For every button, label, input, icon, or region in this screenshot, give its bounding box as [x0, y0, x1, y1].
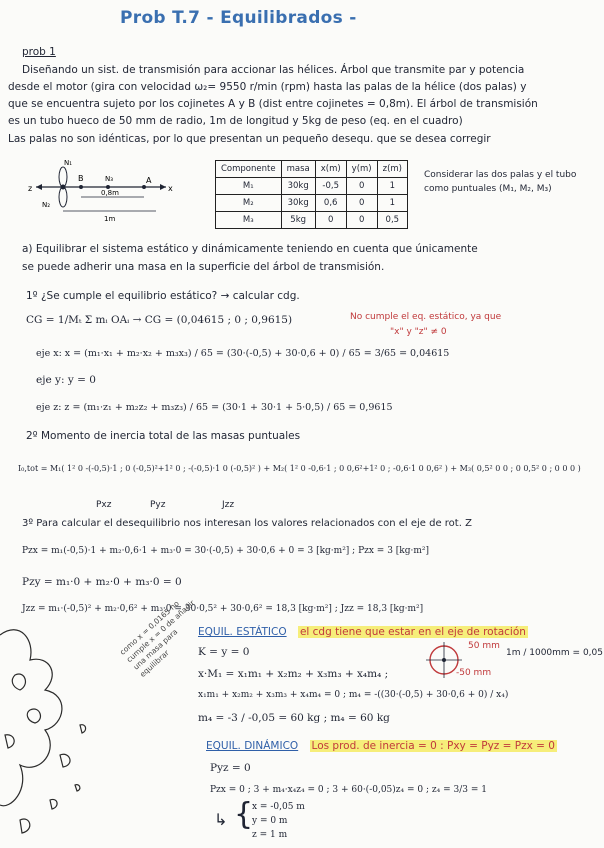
- circle-note-1: 50 mm: [468, 641, 500, 651]
- equil-dinamico-line-1: Pyz = 0: [210, 762, 251, 774]
- pzx-eq: Pzx = m₁(-0,5)·1 + m₂·0,6·1 + m₃·0 = 30·(-0,5) + 30·0,6 + 0 = 3 [kg·m²] ; Pzx = 3 [kg·m²]: [22, 546, 430, 556]
- equil-estatico-heading: EQUIL. ESTÁTICO: [198, 626, 287, 638]
- side-note: Considerar las dos palas y el tubo como puntuales (M₁, M₂, M₃): [424, 170, 577, 194]
- diagram-08-label: 0,8m: [101, 189, 119, 197]
- diagram-1m-label: 1m: [104, 215, 116, 223]
- table-row: [216, 212, 408, 229]
- eje-z-eq: eje z: z = (m₁·z₁ + m₂z₂ + m₃z₃) / 65 = (30·1 + 30·1 + 5·0,5) / 65 = 0,9615: [36, 402, 393, 413]
- table-cell: M₁: [216, 178, 282, 195]
- question-3: 3º Para calcular el desequilibrio nos interesan los valores relacionados con el eje de rot. Z: [22, 518, 472, 529]
- intro-line-4: [8, 115, 463, 127]
- table-row: [216, 195, 408, 212]
- equil-estatico-note: el cdg tiene que estar en el eje de rotación: [299, 626, 526, 638]
- solution-x: x = -0,05 m: [252, 802, 305, 812]
- table-cell: 0,6: [315, 195, 346, 212]
- intro-line-3: que se encuentra sujeto por los cojinetes A y B (dist entre cojinetes = 0,8m). El árbol de transmisión: [8, 98, 538, 110]
- cg-note-2: "x" y "z" ≠ 0: [390, 327, 447, 337]
- table-cell: 0: [315, 212, 346, 229]
- jzz-eq: Jzz = m₁·(-0,5)² + m₂·0,6² + m₃·0 = 30·0,5² + 30·0,6² = 18,3 [kg·m²] ; Jzz = 18,3 [kg·m²]: [22, 604, 424, 614]
- table-header: Componente: [216, 161, 282, 178]
- solution-z: z = 1 m: [252, 830, 288, 840]
- diagram-b-label: B: [78, 174, 84, 183]
- table-cell: 30kg: [281, 178, 315, 195]
- inertia-matrix: [18, 462, 593, 476]
- inertia-label-pxz: Pxz: [96, 500, 112, 510]
- equil-dinamico-section: [206, 740, 557, 752]
- table-cell: 1: [377, 178, 407, 195]
- table-cell: M₃: [216, 212, 282, 229]
- equil-estatico-line-1: K = y = 0: [198, 646, 250, 658]
- cg-note-1: No cumple el eq. estático, ya que: [350, 312, 502, 322]
- table-cell: 5kg: [281, 212, 315, 229]
- part-a-line-2: se puede adherir una masa en la superficie del árbol de transmisión.: [22, 261, 385, 273]
- table-cell: -0,5: [315, 178, 346, 195]
- solution-brace: {: [234, 797, 254, 832]
- diagram-z-label: z: [28, 184, 33, 193]
- table-cell: 30kg: [281, 195, 315, 212]
- table-cell: M₂: [216, 195, 282, 212]
- table-header: y(m): [346, 161, 377, 178]
- circle-note-3: -50 mm: [456, 668, 492, 678]
- table-header: masa: [281, 161, 315, 178]
- inertia-label-pyz: Pyz: [150, 500, 166, 510]
- intro-line-5: Las palas no son idénticas, por lo que presentan un pequeño desequ. que se desea corregir: [8, 133, 491, 145]
- equil-dinamico-heading: EQUIL. DINÁMICO: [206, 740, 299, 752]
- table-cell: 0: [346, 178, 377, 195]
- intro-line-1: Diseñando un sist. de transmisión para accionar las hélices. Árbol que transmite par y potencia: [22, 64, 525, 76]
- rotated-side-note: como x = 0,0165 no cumple x = 0 de añadir una masa para equilibrar: [118, 598, 197, 679]
- table-header-row: [216, 161, 408, 178]
- diagram-n1-label: N₁: [64, 159, 73, 167]
- part-a-line-1: a) Equilibrar el sistema estático y dinámicamente teniendo en cuenta que únicamente: [22, 243, 478, 255]
- intro-line-4-text: es un tubo hueco de 50 mm de radio, 1m de longitud y 5kg de peso (eq. en el cuadro): [8, 115, 463, 127]
- circle-note-2: 1m / 1000mm = 0,05: [506, 648, 603, 658]
- diagram-n2-label: N₂: [42, 201, 51, 209]
- pzy-eq: Pzy = m₁·0 + m₂·0 + m₃·0 = 0: [22, 576, 182, 588]
- diagram-n3-label: N₃: [105, 175, 114, 183]
- table-row: [216, 178, 408, 195]
- question-1: 1º ¿Se cumple el equilibrio estático? → calcular cdg.: [26, 290, 300, 302]
- table-cell: 0,5: [377, 212, 407, 229]
- page-title: Prob T.7 - Equilibrados -: [120, 8, 357, 28]
- equil-estatico-line-3: x₁m₁ + x₂m₂ + x₃m₃ + x₄m₄ = 0 ; m₄ = -((30·(-0,5) + 30·0,6 + 0) / x₄): [198, 690, 509, 700]
- table-cell: 0: [346, 212, 377, 229]
- eje-y-eq: eje y: y = 0: [36, 374, 96, 386]
- equil-estatico-section: [198, 626, 528, 638]
- equil-dinamico-line-2: Pzx = 0 ; 3 + m₄·x₄z₄ = 0 ; 3 + 60·(-0,05)z₄ = 0 ; z₄ = 3/3 = 1: [210, 785, 487, 795]
- diagram-a-label: A: [146, 176, 152, 185]
- inertia-label-jzz: Jzz: [222, 500, 235, 510]
- equil-estatico-line-2: x·M₁ = x₁m₁ + x₂m₂ + x₃m₃ + x₄m₄ ;: [198, 668, 389, 680]
- table-header: z(m): [377, 161, 407, 178]
- cg-formula: CG = 1/Mₜ Σ mᵢ OAᵢ → CG = (0,04615 ; 0 ; 0,9615): [26, 314, 293, 326]
- table-header: x(m): [315, 161, 346, 178]
- inertia-matrix-text: I₀,tot = M₁( 1² 0 -(-0,5)·1 ; 0 (-0,5)²+1² 0 ; -(-0,5)·1 0 (-0,5)² ) + M₂( 1² 0 -0,6·1 ; 0 0,6²+1² 0 ; -0,6·1 0 0,6² ) + M₃( 0,5² 0 0 ; 0 0,5² 0 ; 0 0 0 ): [18, 464, 581, 473]
- solution-y: y = 0 m: [252, 816, 288, 826]
- table-cell: 1: [377, 195, 407, 212]
- solution-arrow-icon: ↳: [214, 810, 228, 829]
- problem-label: prob 1: [22, 46, 56, 58]
- question-2: 2º Momento de inercia total de las masas puntuales: [26, 430, 301, 442]
- equil-dinamico-note: Los prod. de inercia = 0 : Pxy = Pyz = Pzx = 0: [311, 740, 555, 752]
- eje-x-eq: eje x: x = (m₁·x₁ + m₂·x₂ + m₃x₃) / 65 = (30·(-0,5) + 30·0,6 + 0) / 65 = 3/65 = 0,04615: [36, 348, 450, 359]
- component-table: [215, 160, 408, 229]
- diagram-x-label: x: [168, 184, 173, 193]
- table-cell: 0: [346, 195, 377, 212]
- intro-line-2: desde el motor (gira con velocidad ω₂= 9550 r/min (rpm) hasta las palas de la hélice (dos palas) y: [8, 81, 527, 93]
- equil-estatico-line-4: m₄ = -3 / -0,05 = 60 kg ; m₄ = 60 kg: [198, 712, 390, 724]
- shaft-diagram: [26, 155, 176, 225]
- ink-splatter: [0, 615, 120, 848]
